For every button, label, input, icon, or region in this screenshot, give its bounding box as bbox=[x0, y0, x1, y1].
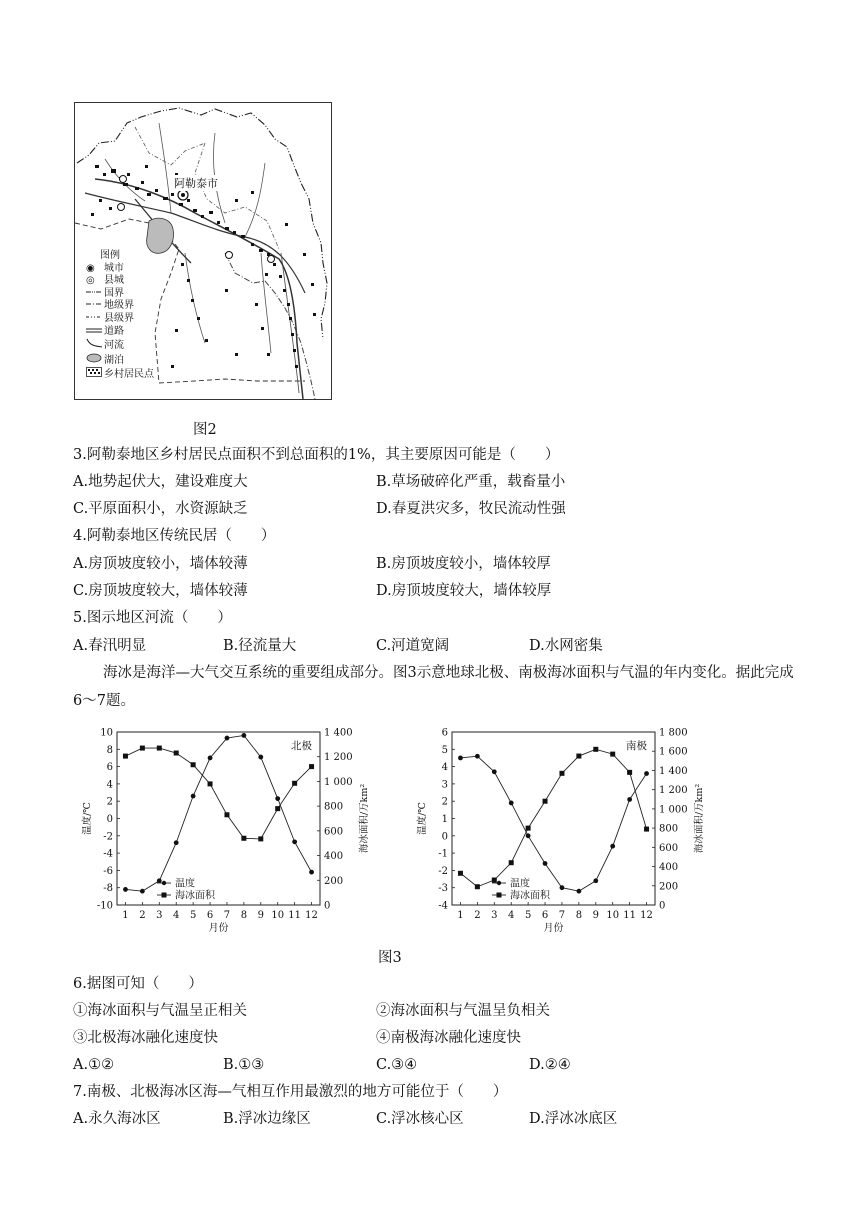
temperature-point bbox=[309, 870, 314, 875]
river-icon bbox=[86, 338, 104, 353]
legend-row: 道路 bbox=[86, 326, 154, 339]
y2-tick-label: 1 800 bbox=[659, 727, 688, 739]
sea-ice-point bbox=[627, 770, 632, 775]
temperature-line bbox=[460, 756, 646, 891]
temperature-point bbox=[560, 885, 565, 890]
sea-ice-point bbox=[191, 762, 196, 767]
y-tick-label: -1 bbox=[438, 848, 448, 860]
y2-tick-label: 1 000 bbox=[324, 776, 353, 788]
sea-ice-point bbox=[123, 754, 128, 759]
x-tick-label: 6 bbox=[541, 910, 549, 921]
temperature-point bbox=[123, 887, 128, 892]
y-tick-label: -6 bbox=[103, 865, 113, 877]
settlement-icon bbox=[86, 367, 104, 382]
y-tick-label: -4 bbox=[103, 848, 113, 860]
sea-ice-point bbox=[593, 747, 598, 752]
question-6-option-b[interactable]: B.①③ bbox=[223, 1057, 265, 1073]
sea-ice-point bbox=[258, 836, 263, 841]
x-tick-label: 12 bbox=[640, 910, 653, 921]
x-tick-label: 1 bbox=[122, 910, 129, 921]
question-6-statement-4: ④南极海冰融化速度快 bbox=[376, 1030, 521, 1046]
temperature-point bbox=[543, 861, 548, 866]
y2-tick-label: 200 bbox=[659, 881, 679, 893]
x-tick-label: 7 bbox=[558, 910, 566, 921]
x-tick-label: 7 bbox=[223, 910, 231, 921]
question-6-option-a[interactable]: A.①② bbox=[73, 1057, 115, 1073]
y2-tick-label: 400 bbox=[324, 851, 344, 863]
sea-ice-point bbox=[241, 836, 246, 841]
y-tick-label: 8 bbox=[106, 744, 113, 756]
question-6-statement-2: ②海冰面积与气温呈负相关 bbox=[376, 1003, 550, 1019]
y-axis-label: 温度/℃ bbox=[82, 802, 93, 835]
city-icon: ◉ bbox=[86, 262, 95, 274]
y2-axis-label: 海冰面积/万km² bbox=[694, 783, 705, 854]
y2-tick-label: 1 000 bbox=[659, 804, 688, 816]
legend-sea-ice-label: 海冰面积 bbox=[510, 890, 550, 902]
x-tick-label: 3 bbox=[491, 910, 498, 921]
question-6-stem: 6.据图可知（ ） bbox=[73, 976, 203, 992]
y2-tick-label: 800 bbox=[659, 823, 679, 835]
figure-2-caption: 图2 bbox=[193, 422, 217, 438]
temperature-point bbox=[208, 756, 213, 761]
question-5-stem: 5.图示地区河流（ ） bbox=[73, 610, 232, 626]
legend-row: ◎ 县城 bbox=[86, 275, 124, 287]
x-tick-label: 6 bbox=[206, 910, 214, 921]
figure-3-caption: 图3 bbox=[378, 950, 402, 966]
legend-row: 地级界 bbox=[86, 300, 154, 313]
temperature-point bbox=[140, 889, 145, 894]
county-border-icon bbox=[86, 313, 104, 326]
temperature-point bbox=[593, 878, 598, 883]
question-3-option-b[interactable]: B.草场破碎化严重，载畜量小 bbox=[376, 474, 566, 490]
temperature-line bbox=[125, 735, 311, 891]
question-6-statement-3: ③北极海冰融化速度快 bbox=[73, 1030, 218, 1046]
y2-tick-label: 200 bbox=[324, 875, 344, 887]
x-tick-label: 10 bbox=[271, 910, 285, 921]
sea-ice-point bbox=[509, 860, 514, 865]
question-3-option-c[interactable]: C.平原面积小，水资源缺乏 bbox=[73, 501, 248, 517]
y-tick-label: -2 bbox=[103, 831, 113, 843]
sea-ice-point bbox=[292, 781, 297, 786]
temperature-point bbox=[174, 840, 179, 845]
sea-ice-point bbox=[458, 871, 463, 876]
chart-title: 南极 bbox=[626, 740, 647, 752]
y2-tick-label: 400 bbox=[659, 862, 679, 874]
y-tick-label: 3 bbox=[441, 779, 448, 791]
legend-row: 国界 bbox=[86, 288, 154, 301]
y-axis-label: 温度/℃ bbox=[417, 802, 428, 835]
temperature-point bbox=[576, 889, 581, 894]
y2-tick-label: 600 bbox=[324, 826, 344, 838]
question-3-stem: 3.阿勒泰地区乡村居民点面积不到总面积的1%，其主要原因可能是（ ） bbox=[73, 447, 560, 463]
x-tick-label: 3 bbox=[156, 910, 163, 921]
x-tick-label: 5 bbox=[524, 910, 532, 921]
prefecture-border-icon bbox=[86, 300, 104, 313]
x-tick-label: 2 bbox=[139, 910, 146, 921]
question-5-option-c[interactable]: C.河道宽阔 bbox=[376, 638, 450, 654]
legend-row: ◉ 城市 bbox=[86, 262, 124, 274]
y-tick-label: -8 bbox=[103, 883, 113, 895]
antarctic-chart bbox=[415, 722, 715, 937]
x-tick-label: 4 bbox=[508, 910, 515, 921]
question-4-option-b[interactable]: B.房顶坡度较小，墙体较厚 bbox=[376, 556, 551, 572]
y-tick-label: -4 bbox=[438, 900, 448, 912]
temperature-point bbox=[241, 733, 246, 738]
city-label: 阿勒泰市 bbox=[174, 177, 218, 190]
temperature-point bbox=[258, 755, 263, 760]
question-6-statement-1: ①海冰面积与气温呈正相关 bbox=[73, 1003, 247, 1019]
y-tick-label: 6 bbox=[106, 762, 113, 774]
legend-sea-ice-marker bbox=[497, 893, 502, 898]
x-axis-label: 月份 bbox=[543, 923, 564, 934]
y-tick-label: 0 bbox=[106, 814, 113, 825]
temperature-point bbox=[644, 771, 649, 776]
y-tick-label: 2 bbox=[106, 796, 113, 808]
question-7-option-c[interactable]: C.浮冰核心区 bbox=[376, 1111, 464, 1127]
sea-ice-point bbox=[576, 754, 581, 759]
chart-title: 北极 bbox=[291, 740, 312, 752]
sea-ice-point bbox=[644, 827, 649, 832]
y-tick-label: 4 bbox=[441, 762, 448, 774]
legend-temperature-marker bbox=[162, 881, 166, 885]
y2-tick-label: 0 bbox=[324, 900, 331, 912]
x-tick-label: 12 bbox=[305, 910, 318, 921]
y-tick-label: -10 bbox=[96, 900, 113, 912]
legend-temperature-label: 温度 bbox=[175, 878, 195, 890]
question-5-option-a[interactable]: A.春汛明显 bbox=[73, 638, 147, 654]
map-legend bbox=[86, 250, 154, 382]
legend-sea-ice-marker bbox=[162, 893, 167, 898]
question-3-option-d[interactable]: D.春夏洪灾多，牧民流动性强 bbox=[376, 501, 566, 517]
y-tick-label: 0 bbox=[441, 831, 448, 843]
legend-row: 河流 bbox=[86, 338, 154, 353]
sea-ice-point bbox=[526, 826, 531, 831]
sea-ice-point bbox=[559, 771, 564, 776]
y2-tick-label: 1 200 bbox=[659, 785, 688, 797]
temperature-point bbox=[292, 839, 297, 844]
y-tick-label: 5 bbox=[441, 744, 448, 756]
temperature-point bbox=[509, 801, 514, 806]
temperature-point bbox=[627, 797, 632, 802]
y-tick-label: 6 bbox=[441, 727, 448, 739]
question-3-option-a[interactable]: A.地势起伏大，建设难度大 bbox=[73, 474, 248, 490]
road-icon bbox=[86, 326, 104, 339]
x-tick-label: 11 bbox=[288, 910, 301, 921]
y-tick-label: 2 bbox=[441, 796, 448, 808]
legend-title: 图例 bbox=[100, 250, 120, 261]
plot-frame bbox=[117, 732, 320, 905]
y2-tick-label: 0 bbox=[659, 900, 666, 912]
x-axis-label: 月份 bbox=[208, 923, 229, 934]
question-7-stem: 7.南极、北极海冰区海—气相互作用最激烈的地方可能位于（ ） bbox=[73, 1084, 508, 1100]
y-tick-label: -2 bbox=[438, 865, 448, 877]
arctic-chart bbox=[80, 722, 380, 937]
y2-tick-label: 1 200 bbox=[324, 752, 353, 764]
sea-ice-line bbox=[125, 748, 311, 839]
intro-paragraph: 海冰是海洋—大气交互系统的重要组成部分。图3示意地球北极、南极海冰面积与气温的年内变化。据此完成6～7题。 bbox=[73, 665, 794, 709]
question-7-option-b[interactable]: B.浮冰边缘区 bbox=[223, 1111, 311, 1127]
y2-tick-label: 1 600 bbox=[659, 746, 688, 758]
sea-ice-point bbox=[157, 746, 162, 751]
y2-tick-label: 800 bbox=[324, 801, 344, 813]
national-border-icon bbox=[86, 288, 104, 301]
legend-sea-ice-label: 海冰面积 bbox=[175, 890, 215, 902]
y-tick-label: 10 bbox=[100, 727, 113, 739]
x-tick-label: 1 bbox=[457, 910, 464, 921]
question-6-option-c[interactable]: C.③④ bbox=[376, 1057, 418, 1073]
sea-ice-line bbox=[460, 749, 646, 886]
question-6-option-d[interactable]: D.②④ bbox=[529, 1057, 571, 1073]
question-5-option-b[interactable]: B.径流量大 bbox=[223, 638, 297, 654]
temperature-point bbox=[610, 844, 615, 849]
temperature-point bbox=[275, 796, 280, 801]
legend-temperature-label: 温度 bbox=[510, 878, 530, 890]
x-tick-label: 8 bbox=[575, 910, 583, 921]
sea-ice-point bbox=[309, 764, 314, 769]
x-tick-label: 9 bbox=[592, 910, 599, 921]
question-4-stem: 4.阿勒泰地区传统民居（ ） bbox=[73, 528, 276, 544]
x-tick-label: 9 bbox=[257, 910, 264, 921]
county-icon: ◎ bbox=[86, 275, 95, 287]
x-tick-label: 11 bbox=[623, 910, 636, 921]
x-tick-label: 10 bbox=[606, 910, 620, 921]
sea-ice-point bbox=[543, 799, 548, 804]
temperature-point bbox=[191, 794, 196, 799]
y2-tick-label: 600 bbox=[659, 842, 679, 854]
question-4-option-a[interactable]: A.房顶坡度较小，墙体较薄 bbox=[73, 556, 248, 572]
temperature-point bbox=[458, 756, 463, 761]
y-tick-label: 4 bbox=[106, 779, 113, 791]
question-7-option-d[interactable]: D.浮冰冰底区 bbox=[529, 1111, 618, 1127]
y-tick-label: -3 bbox=[438, 883, 448, 895]
legend-temperature-marker bbox=[497, 881, 501, 885]
sea-ice-point bbox=[140, 746, 145, 751]
plot-frame bbox=[452, 732, 655, 905]
legend-row: 湖泊 bbox=[86, 353, 154, 368]
y2-axis-label: 海冰面积/万km² bbox=[359, 783, 370, 854]
legend-row: 乡村居民点 bbox=[86, 367, 154, 382]
x-tick-label: 8 bbox=[240, 910, 248, 921]
sea-ice-point bbox=[208, 781, 213, 786]
temperature-point bbox=[157, 878, 162, 883]
y-tick-label: 1 bbox=[441, 814, 448, 825]
x-tick-label: 5 bbox=[189, 910, 197, 921]
sea-ice-point bbox=[224, 812, 229, 817]
x-tick-label: 2 bbox=[474, 910, 481, 921]
y2-tick-label: 1 400 bbox=[659, 765, 688, 777]
legend-row: 县级界 bbox=[86, 313, 154, 326]
question-5-option-d[interactable]: D.水网密集 bbox=[529, 638, 603, 654]
temperature-point bbox=[225, 736, 230, 741]
temperature-point bbox=[526, 833, 531, 838]
sea-ice-point bbox=[275, 806, 280, 811]
temperature-point bbox=[475, 754, 480, 759]
y2-tick-label: 1 400 bbox=[324, 727, 353, 739]
sea-ice-point bbox=[475, 884, 480, 889]
x-tick-label: 4 bbox=[173, 910, 180, 921]
lake-icon bbox=[86, 353, 104, 368]
temperature-point bbox=[492, 769, 497, 774]
sea-ice-point bbox=[174, 751, 179, 756]
sea-ice-point bbox=[610, 752, 615, 757]
question-7-option-a[interactable]: A.永久海冰区 bbox=[73, 1111, 161, 1127]
question-4-option-d[interactable]: D.房顶坡度较大，墙体较厚 bbox=[376, 583, 552, 599]
sea-ice-point bbox=[492, 878, 497, 883]
question-4-option-c[interactable]: C.房顶坡度较大，墙体较薄 bbox=[73, 583, 248, 599]
